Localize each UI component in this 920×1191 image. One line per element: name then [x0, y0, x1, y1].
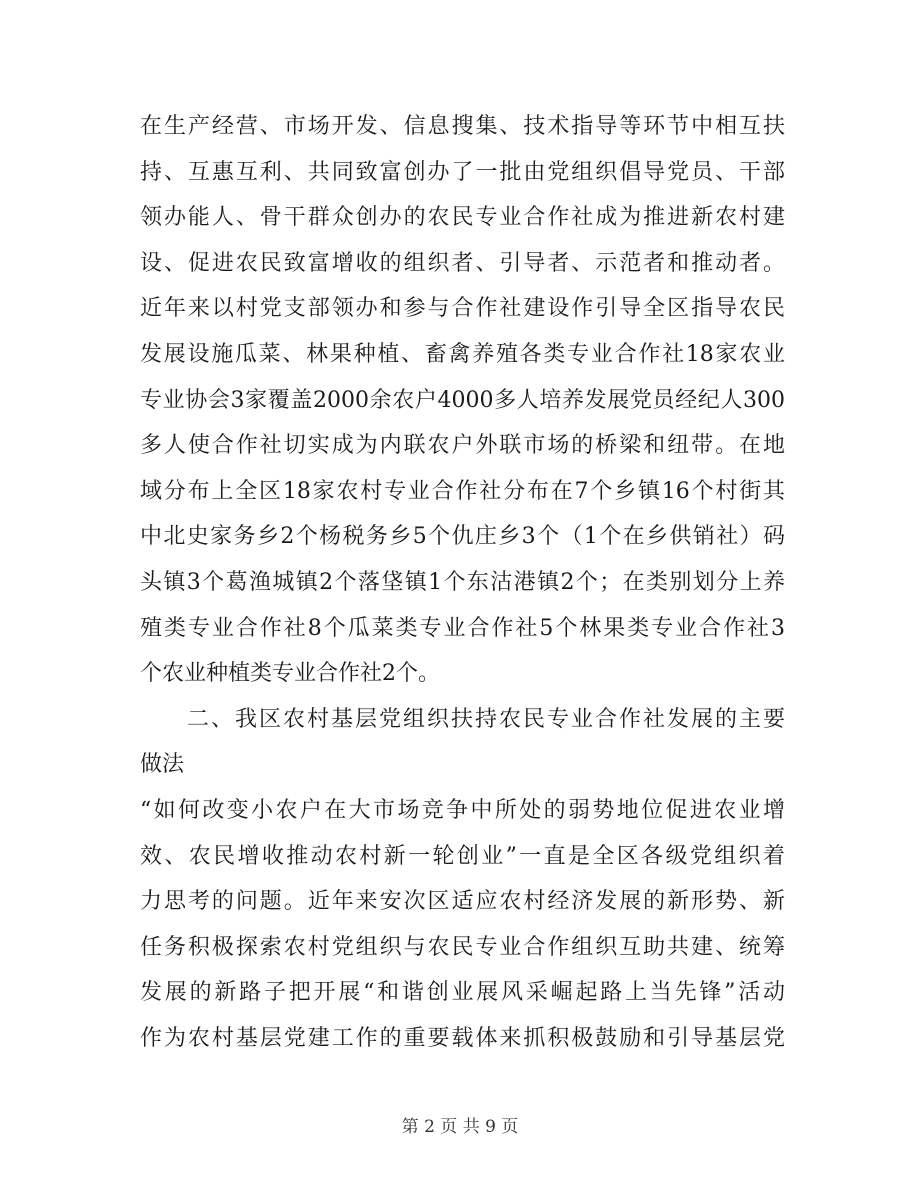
section-heading-continued: 做法: [140, 752, 185, 778]
body-line: 殖类专业合作社8个瓜菜类专业合作社5个林果类专业合作社3: [140, 615, 785, 641]
section-heading: 二、我区农村基层党组织扶持农民专业合作社发展的主要: [187, 706, 785, 732]
body-line: 作为农村基层党建工作的重要载体来抓积极鼓励和引导基层党: [140, 1025, 785, 1051]
body-line: 任务积极探索农村党组织与农民专业合作组织互助共建、统筹: [140, 934, 785, 960]
body-line: 领办能人、骨干群众创办的农民专业合作社成为推进新农村建: [140, 205, 785, 231]
body-line: 头镇3个葛渔城镇2个落垡镇1个东沽港镇2个；在类别划分上养: [140, 569, 785, 595]
body-line: 域分布上全区18家农村专业合作社分布在7个乡镇16个村街其: [140, 478, 785, 504]
body-line: 专业协会3家覆盖2000余农户4000多人培养发展党员经纪人300: [140, 387, 785, 413]
body-line: 效、农民增收推动农村新一轮创业”一直是全区各级党组织着: [140, 843, 785, 869]
body-line: 个农业种植类专业合作社2个。: [140, 661, 440, 687]
body-line: 力思考的问题。近年来安次区适应农村经济发展的新形势、新: [140, 889, 785, 915]
document-body: [140, 104, 785, 1061]
body-line: 发展设施瓜菜、林果种植、畜禽养殖各类专业合作社18家农业: [140, 341, 785, 367]
body-line: 多人使合作社切实成为内联农户外联市场的桥梁和纽带。在地: [140, 433, 785, 459]
body-line: 近年来以村党支部领办和参与合作社建设作引导全区指导农民: [140, 296, 785, 322]
page-number-footer: 第 2 页 共 9 页: [401, 1117, 519, 1137]
body-line: 持、互惠互利、共同致富创办了一批由党组织倡导党员、干部: [140, 159, 785, 185]
body-line: 发展的新路子把开展“和谐创业展风采崛起路上当先锋”活动: [140, 980, 785, 1006]
body-line: 在生产经营、市场开发、信息搜集、技术指导等环节中相互扶: [140, 114, 785, 139]
body-line: “如何改变小农户在大市场竞争中所处的弱势地位促进农业增: [140, 797, 785, 823]
body-line: 设、促进农民致富增收的组织者、引导者、示范者和推动者。: [140, 250, 785, 276]
body-line: 中北史家务乡2个杨税务乡5个仇庄乡3个（1个在乡供销社）码: [140, 524, 785, 550]
